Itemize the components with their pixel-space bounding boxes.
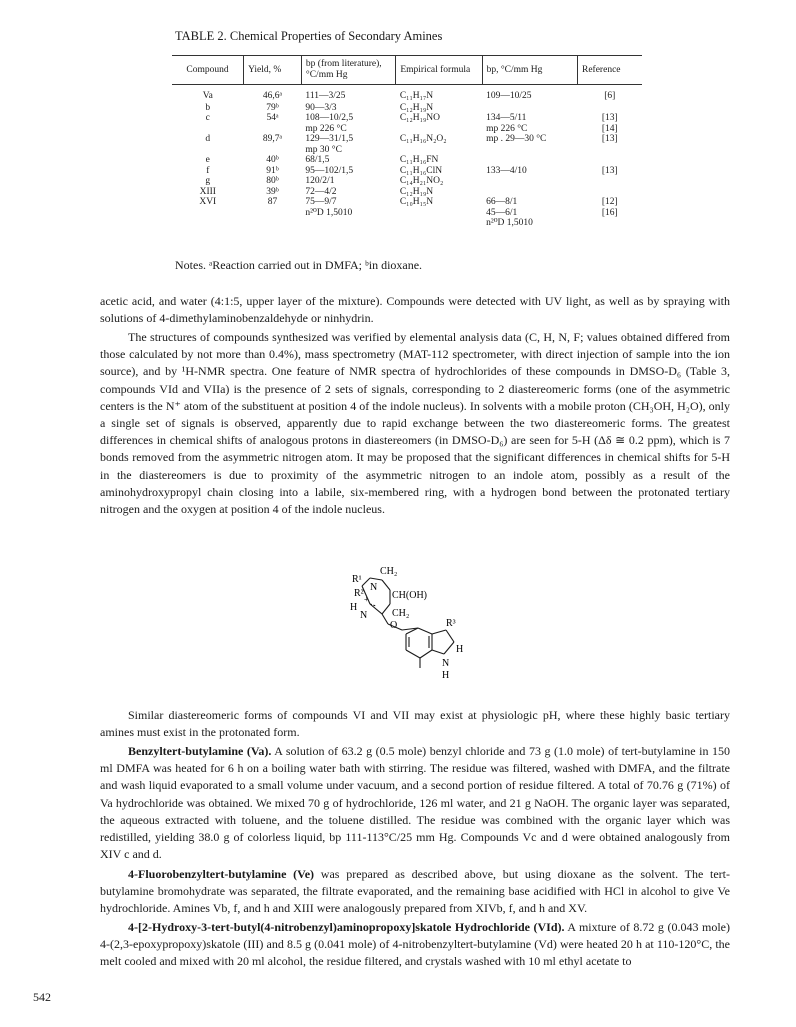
label-n-bottom: N xyxy=(360,610,368,621)
table-cell-formula: C₁₂H₁₉N xyxy=(399,186,434,197)
table-cell-bp-lit xyxy=(301,218,395,229)
table-cell-formula: C₁₀H₁₅N xyxy=(399,197,434,207)
label-choh: CH(OH) xyxy=(392,590,427,601)
table-caption: TABLE 2. Chemical Properties of Secondary Amines xyxy=(175,29,443,43)
table-cell-ref xyxy=(578,218,643,229)
table-row xyxy=(172,187,642,198)
table-cell-bp-lit: 68/1,5 xyxy=(305,155,330,165)
header-formula: Empirical formula xyxy=(396,56,482,85)
label-n-plus: + xyxy=(364,595,369,604)
table-cell-formula: C₁₁H₁₆N₂O₂ xyxy=(399,134,447,144)
table-row xyxy=(172,145,642,156)
table-cell-compound xyxy=(172,124,244,135)
table-cell-ref xyxy=(578,145,643,156)
table-cell-ref: [13] xyxy=(601,134,618,144)
paragraph-4-body: A solution of 63.2 g (0.5 mole) benzyl chloride and 73 g (1.0 mole) of tert-butylamine in 150 ml DMFA was heated for 6 h on a boiling water bath with stirring. The residue was filtered, washed with DMFA, and the filtrate and wash liquid evaporated to a small volume under vacuum, and a second portion of residue filtered. A total of 70.76 g (71%) of Va hydrochloride was obtained. We mixed 70 g of hydrochloride, 126 ml water, and 21 g NaOH. The organic layer was separated, the aqueous extracted with toluene, and the toluene distilled. The residue was combined with the organic layer which was redistilled, yielding 38.0 g of colorless liquid, bp 111-113°C/25 mm Hg. Compounds Vc and d were obtained analogously from XIV c and d. xyxy=(100,744,730,862)
table-cell-bp-lit: 75—9/7 xyxy=(305,197,337,207)
table-cell-yield xyxy=(244,145,302,156)
table-cell-yield: 79ᵇ xyxy=(266,102,279,113)
label-r2: R² xyxy=(354,588,364,599)
paragraph-5-body: was prepared as described above, but using dioxane as the solvent. The tert-butylamine bromohydrate was separated, the filtrate evaporated, and the remaining base acidified with HCl in alcohol to give Ve hydrochloride. Amines Vb, f, and h and XIII were analogously prepared from XIVb, f, and h and XV. xyxy=(100,867,730,916)
table-cell-compound xyxy=(172,208,244,219)
table-cell-bp-lit: mp 226 °C xyxy=(305,123,347,134)
table-cell-yield: 87 xyxy=(267,197,278,207)
table-row xyxy=(172,103,642,114)
table-cell-bp: 133—4/10 xyxy=(486,165,527,176)
paragraph-4 xyxy=(100,743,730,863)
table-header-row xyxy=(172,56,642,85)
table-notes: Notes. ᵃReaction carried out in DMFA; ᵇin dioxane. xyxy=(175,258,423,272)
table-cell-bp-lit: 129—31/1,5 xyxy=(305,134,354,144)
table-cell-ref: [12] xyxy=(601,197,618,207)
table-cell-formula: C₁₂H₁₉NO xyxy=(399,113,440,123)
table-cell-bp-lit: 72—4/2 xyxy=(305,186,337,197)
table-cell-bp-lit: mp 30 °C xyxy=(305,144,342,155)
table-cell-compound xyxy=(172,145,244,156)
table-cell-bp xyxy=(482,103,577,114)
table-cell-compound: XVI xyxy=(199,197,217,207)
table-cell-ref: [6] xyxy=(604,91,616,101)
table-cell-yield: 54ᵃ xyxy=(266,113,279,123)
table-cell-bp: 45—6/1 xyxy=(486,207,518,218)
paragraph-6-heading: 4-[2-Hydroxy-3-tert-butyl(4-nitrobenzyl)aminopropoxy]skatole Hydrochloride (VId). xyxy=(128,920,565,934)
table-cell-compound: XIII xyxy=(199,186,216,197)
table-cell-compound: d xyxy=(205,134,211,144)
table-cell-ref: [13] xyxy=(601,165,618,176)
table-cell-yield: 80ᵇ xyxy=(266,176,279,186)
table-cell-bp: 109—10/25 xyxy=(486,91,532,101)
table-cell-formula: C₁₄H₂₁NO₂ xyxy=(399,176,444,186)
table-cell-compound: f xyxy=(206,165,210,176)
header-reference: Reference xyxy=(578,56,643,85)
paragraph-3: Similar diastereomeric forms of compounds VI and VII may exist at physiologic pH, where these highly basic tertiary amines must exist in the protonated form. xyxy=(100,708,730,740)
label-h-bottom: H xyxy=(442,670,450,681)
table-row xyxy=(172,134,642,145)
chemical-structure xyxy=(330,560,500,690)
page-number: 542 xyxy=(33,990,51,1004)
table-cell-bp xyxy=(482,145,577,156)
table-cell-bp xyxy=(482,176,577,187)
table-cell-bp xyxy=(482,187,577,198)
paragraph-6-body: A mixture of 8.72 g (0.043 mole) 4-(2,3-epoxypropoxy)skatole (III) and 8.5 g (0.041 mole) of 4-nitrobenzyltert-butylamine (Vd) were heated 20 h at 110-120°C, the melt cooled and mixed with 20 ml alcohol, the residue filtered, and crystals washed with 10 ml ethyl acetate to xyxy=(100,920,730,969)
paragraph-5 xyxy=(100,866,730,918)
header-yield: Yield, % xyxy=(244,56,302,85)
table-row xyxy=(172,197,642,208)
header-compound: Compound xyxy=(172,56,244,85)
table-cell-bp-lit: 90—3/3 xyxy=(305,102,337,113)
table-cell-bp: 134—5/11 xyxy=(486,113,527,123)
table-cell-ref: [13] xyxy=(601,113,618,123)
table-cell-formula: C₁₁H₁₇N xyxy=(399,91,434,101)
table-row xyxy=(172,176,642,187)
table-cell-ref xyxy=(578,103,643,114)
table-cell-bp: n²⁰D 1,5010 xyxy=(486,218,533,228)
label-o: O xyxy=(390,620,398,631)
label-ch2-bottom: CH₂ xyxy=(392,608,410,619)
paragraph-5-heading: 4-Fluorobenzyltert-butylamine (Ve) xyxy=(128,867,315,881)
table-row xyxy=(172,113,642,124)
table-cell-bp-lit: 108—10/2,5 xyxy=(305,113,354,123)
table-cell-bp xyxy=(482,155,577,166)
table-cell-formula: C₁₁H₁₆FN xyxy=(399,155,439,165)
table-cell-compound: Va xyxy=(202,91,213,101)
table-cell-yield xyxy=(244,218,302,229)
paragraph-6 xyxy=(100,919,730,971)
table-cell-formula: C₁₂H₁₉N xyxy=(399,102,434,113)
table-row xyxy=(172,124,642,135)
label-h-side: H xyxy=(456,644,464,655)
table-cell-bp: mp . 29—30 °C xyxy=(486,134,547,144)
table-cell-yield: 40ᵇ xyxy=(266,155,279,165)
label-h-n: H xyxy=(350,602,358,613)
table-cell-ref xyxy=(578,187,643,198)
paragraph-1: acetic acid, and water (4:1:5, upper layer of the mixture). Compounds were detected with UV light, as well as by spraying with solutions of 4-dimethylaminobenzaldehyde or ninhydrin. xyxy=(100,294,730,326)
header-bp: bp, °C/mm Hg xyxy=(482,56,577,85)
table-cell-yield: 39ᵇ xyxy=(266,186,279,197)
table-cell-compound xyxy=(172,218,244,229)
properties-table xyxy=(172,55,642,229)
table-cell-formula xyxy=(396,208,482,219)
table-row xyxy=(172,166,642,177)
table-cell-yield xyxy=(244,124,302,135)
table-cell-formula xyxy=(396,124,482,135)
table-cell-compound: c xyxy=(205,113,210,123)
table-cell-bp-lit: 95—102/1,5 xyxy=(305,165,354,176)
table-cell-bp-lit: 111—3/25 xyxy=(305,91,346,101)
table-cell-ref: [14] xyxy=(601,123,618,134)
table-cell-yield: 91ᵇ xyxy=(266,165,279,176)
label-r3: R³ xyxy=(446,618,456,629)
table-row xyxy=(172,85,642,103)
table-cell-ref xyxy=(578,155,643,166)
table-cell-bp-lit: 120/2/1 xyxy=(305,176,335,186)
table-row xyxy=(172,208,642,219)
table-cell-yield xyxy=(244,208,302,219)
table-cell-formula: C₁₁H₁₆ClN xyxy=(399,165,443,176)
table-row xyxy=(172,155,642,166)
table-cell-formula xyxy=(396,145,482,156)
table-cell-bp: 66—8/1 xyxy=(486,197,518,207)
table-cell-ref: [16] xyxy=(601,207,618,218)
table-cell-yield: 89,7ᵃ xyxy=(262,134,283,144)
paragraph-2: The structures of compounds synthesized was verified by elemental analysis data (C, H, N, F; values obtained differed from those calculated by not more than 0.4%), mass spectrometry (MAT-112 spectrometer, with direct injection of sample into the ion source), and by ¹H-NMR spectra. One feature of NMR spectra of hydrochlorides of these compounds in DMSO-D₆ (Table 3, compounds VId and VIIa) is the presence of 2 sets of signals, corresponding to 2 diastereomeric forms (one of the asymmetric centers is the N⁺ atom of the substituent at position 4 of the indole nucleus). In solvents with a mobile proton (CH₃OH, H₂O), only a single set of signals is observed, apparently due to rapid exchange between the two diastereomeric forms. The greatest differences in chemical shifts of analogous protons in diastereomers (in DMSO-D₆) are seen for 5-H (Δδ ≅ 0.2 ppm), which is 7 bonds removed from the asymmetric nitrogen atom. It may be proposed that the significant differences in chemical shifts for 5-H in the diastereomers is due to proximity of the asymmetric nitrogen to an indole atom, possibly as a result of the aminohydroxypropyl chain closing into a labile, six-membered ring, with a hydrogen bond between the protonated tertiary nitrogen and the oxygen at position 4 of the indole nucleus. xyxy=(100,330,730,517)
label-n-top: N xyxy=(370,582,378,593)
header-bp-literature: bp (from literature), °C/mm Hg xyxy=(301,56,395,85)
label-ch2-top: CH₂ xyxy=(380,566,398,577)
label-n-ring: N xyxy=(442,658,450,669)
table-cell-formula xyxy=(396,218,482,229)
table-cell-yield: 46,6ᵃ xyxy=(262,91,283,101)
table-cell-bp-lit: n²⁰D 1,5010 xyxy=(305,207,353,218)
table-cell-bp: mp 226 °C xyxy=(486,123,528,134)
paragraph-4-heading: Benzyltert-butylamine (Va). xyxy=(128,744,272,758)
table-cell-compound: b xyxy=(205,102,211,113)
table-row xyxy=(172,218,642,229)
table-cell-compound: g xyxy=(205,176,211,186)
table-cell-compound: e xyxy=(205,155,210,165)
label-r1: R¹ xyxy=(352,574,362,585)
table-cell-ref xyxy=(578,176,643,187)
